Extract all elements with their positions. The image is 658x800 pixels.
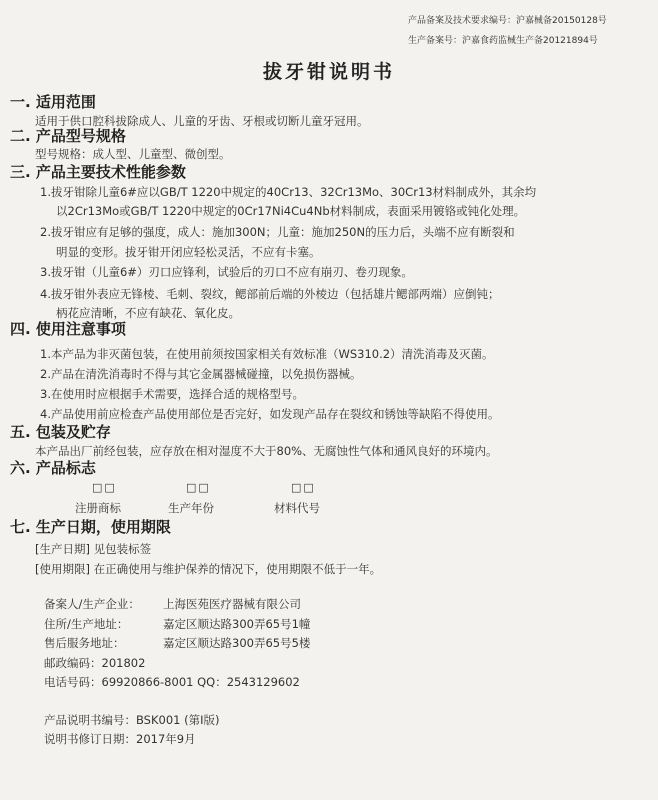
postcode: 邮政编码：201802 <box>44 656 146 670</box>
registration-number: 产品备案及技术要求编号：沪嘉械备20150128号 <box>408 16 607 26</box>
trademark-box: □□ <box>92 481 117 494</box>
production-registration-number: 生产备案号：沪嘉食药监械生产备20121894号 <box>408 36 598 46</box>
service-life-line: [使用期限] 在正确使用与维护保养的情况下，使用期限不低于一年。 <box>35 562 382 576</box>
spec-item-2-line-2: 明显的变形。拔牙钳开闭应轻松灵活，不应有卡塞。 <box>56 245 321 259</box>
service-address-value: 嘉定区顺达路300弄65号5楼 <box>163 636 311 650</box>
revision-date: 说明书修订日期：2017年9月 <box>44 732 196 746</box>
section-heading-scope: 一. 适用范围 <box>10 93 96 111</box>
filer-value: 上海医苑医疗器械有限公司 <box>163 597 301 611</box>
precaution-item-2: 2.产品在清洗消毒时不得与其它金属器械碰撞，以免损伤器械。 <box>40 367 362 381</box>
document-title: 拔牙钳说明书 <box>262 61 395 83</box>
address-value: 嘉定区顺达路300弄65号1幢 <box>163 617 311 631</box>
spec-item-1-line-2: 以2Cr13Mo或GB/T 1220中规定的0Cr17Ni4Cu4Nb材料制成，表面采用镀铬或钝化处理。 <box>56 204 526 218</box>
production-date-line: [生产日期] 见包装标签 <box>35 542 152 556</box>
material-code-box: □□ <box>291 481 316 494</box>
phone: 电话号码：69920866-8001 QQ：2543129602 <box>44 675 300 689</box>
section-text-models: 型号规格：成人型、儿童型、微创型。 <box>35 147 231 161</box>
precaution-item-3: 3.在使用时应根据手术需要，选择合适的规格型号。 <box>40 387 304 401</box>
section-heading-storage: 五. 包装及贮存 <box>10 423 111 441</box>
address-label: 住所/生产地址： <box>44 617 129 631</box>
manual-number: 产品说明书编号：BSK001 (第I版) <box>44 713 220 727</box>
spec-item-4-line-2: 柄花应清晰，不应有缺花、氧化皮。 <box>56 306 240 320</box>
spec-item-1-line-1: 1.拔牙钳除儿童6#应以GB/T 1220中规定的40Cr13、32Cr13Mo、30Cr13材料制成外，其余均 <box>40 185 537 199</box>
mark-label-trademark: 注册商标 <box>75 501 121 515</box>
spec-item-2-line-1: 2.拔牙钳应有足够的强度，成人：施加300N；儿童：施加250N的压力后，头端不应有断裂和 <box>40 225 515 239</box>
spec-item-4-line-1: 4.拔牙钳外表应无锋棱、毛刺、裂纹，鳃部前后端的外棱边（包括雄片鳃部两端）应倒钝； <box>40 287 500 301</box>
section-heading-marking: 六. 产品标志 <box>10 459 96 477</box>
section-text-scope: 适用于供口腔科拔除成人、儿童的牙齿、牙根或切断儿童牙冠用。 <box>35 114 369 128</box>
production-year-box: □□ <box>186 481 211 494</box>
precaution-item-4: 4.产品使用前应检查产品使用部位是否完好，如发现产品存在裂纹和锈蚀等缺陷不得使用。 <box>40 407 500 421</box>
service-address-label: 售后服务地址： <box>44 636 125 650</box>
filer-label: 备案人/生产企业： <box>44 597 140 611</box>
section-heading-dates: 七. 生产日期，使用期限 <box>10 518 171 536</box>
precaution-item-1: 1.本产品为非灭菌包装，在使用前须按国家相关有效标准（WS310.2）清洗消毒及灭菌。 <box>40 347 494 361</box>
section-heading-models: 二. 产品型号规格 <box>10 127 126 145</box>
mark-label-production-year: 生产年份 <box>168 501 214 515</box>
spec-item-3: 3.拔牙钳（儿童6#）刃口应锋利，试验后的刃口不应有崩刃、卷刃现象。 <box>40 265 413 279</box>
section-heading-specs: 三. 产品主要技术性能参数 <box>10 163 186 181</box>
section-heading-precautions: 四. 使用注意事项 <box>10 320 126 338</box>
mark-label-material-code: 材料代号 <box>274 501 320 515</box>
section-text-storage: 本产品出厂前经包装，应存放在相对湿度不大于80%、无腐蚀性气体和通风良好的环境内。 <box>35 444 498 458</box>
